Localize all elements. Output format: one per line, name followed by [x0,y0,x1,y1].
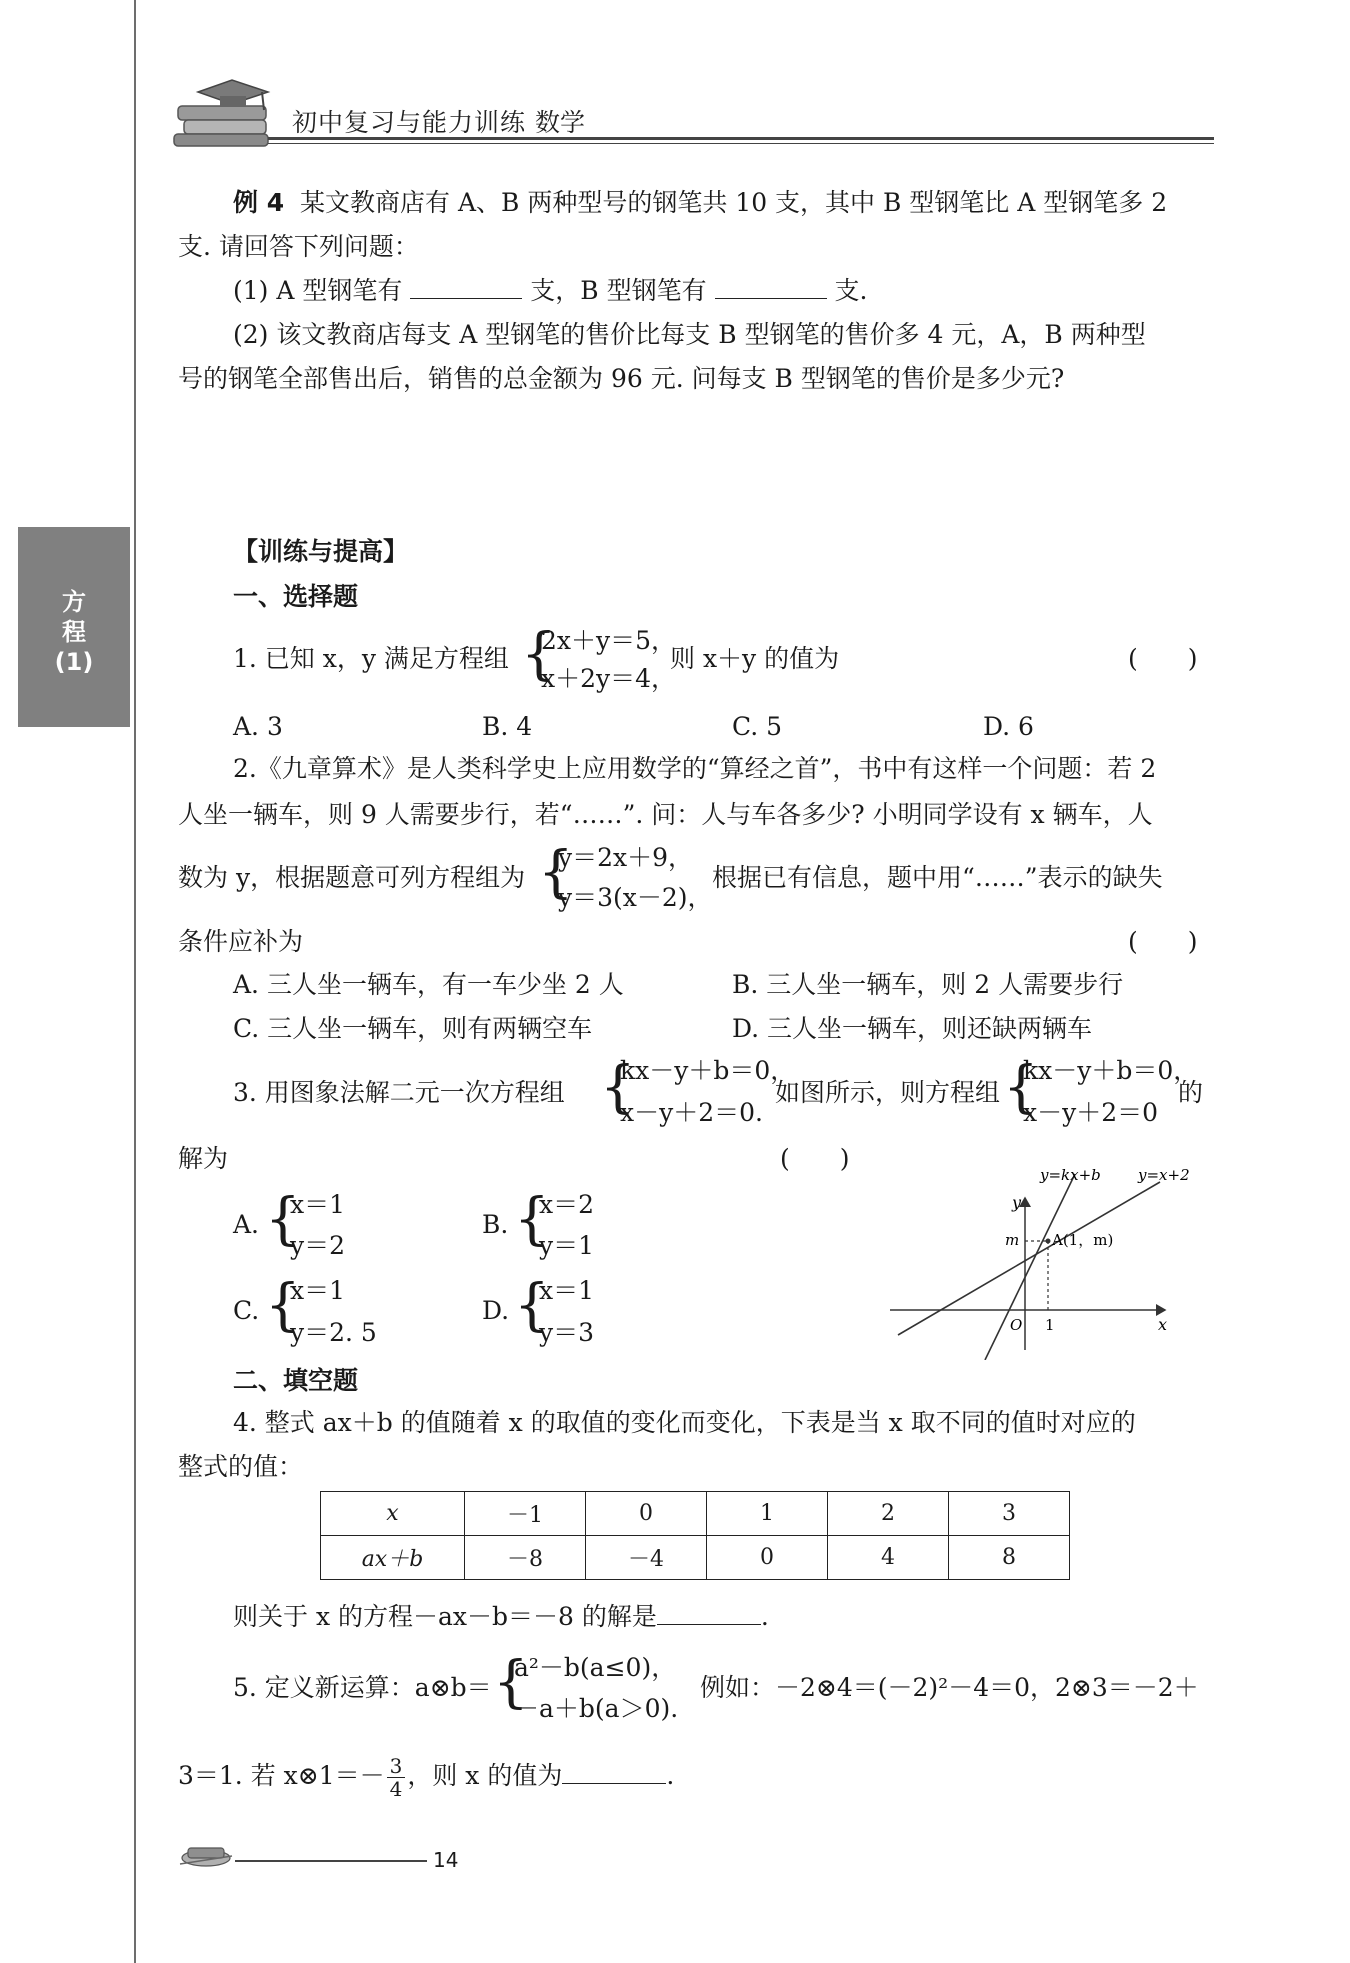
q4-answer-suffix: . [760,1602,769,1631]
answer-blank-b[interactable] [715,276,827,299]
q3-option-a-y: y＝2 [290,1231,346,1260]
q1-option-c: C. 5 [732,712,783,741]
q5-case1: a²－b(a≤0)， [514,1653,677,1682]
line-x-plus-2 [898,1182,1160,1335]
table-cell: 1 [707,1492,828,1536]
q2-line2: 人坐一辆车，则 9 人需要步行，若“……”. 问：人与车各多少? 小明同学设有 x 辆车，人 [178,800,1153,829]
q3-eq2: x－y＋2＝0. [620,1098,763,1127]
footer-book-icon [176,1836,236,1872]
table-cell: －1 [465,1492,586,1536]
q3-option-a-x: x＝1 [290,1190,346,1219]
table-cell: x [321,1492,465,1536]
answer-blank-a[interactable] [410,276,522,299]
q3-middle: 如图所示，则方程组 [775,1078,1001,1107]
table-cell: －8 [465,1536,586,1580]
q4-line1: 4. 整式 ax＋b 的值随着 x 的取值的变化而变化，下表是当 x 取不同的值时对应的 [233,1408,1136,1437]
table-cell: －4 [586,1536,707,1580]
q2-eq1: y＝2x＋9， [558,843,694,872]
q2-line4: 条件应补为 [178,927,304,956]
point-a [1046,1239,1051,1244]
q5-case2: －a＋b(a＞0). [514,1694,679,1723]
book-title: 初中复习与能力训练 [292,108,527,137]
example4-q1-a: (1) A 型钢笔有 [233,276,403,305]
q3-option-a-brace: { [265,1187,301,1252]
label-kx-plus-b: y=kx+b [1040,1166,1101,1184]
chapter-tab-line3: (1) [54,648,94,676]
q5-example: 例如：－2⊗4＝(－2)²－4＝0，2⊗3＝－2＋ [700,1673,1199,1702]
part1-heading: 一、选择题 [233,582,359,611]
q1-option-a: A. 3 [233,712,283,741]
q3-suffix: 的 [1178,1078,1204,1107]
chapter-tab-line2: 程 [62,618,86,646]
q3-option-c-brace: { [265,1273,301,1338]
q5-answer-blank[interactable] [562,1761,666,1784]
origin-label: O [1010,1316,1023,1334]
q1-brace: { [521,622,557,687]
margin-line [134,0,136,1963]
chapter-tab-line1: 方 [62,588,86,616]
q2-eq2: y＝3(x－2)， [558,883,713,912]
footer-rule [235,1860,427,1862]
table-cell: 0 [707,1536,828,1580]
table-row [321,1536,1070,1580]
chapter-tab [18,527,130,727]
example4-line2: 支. 请回答下列问题： [178,232,419,261]
part2-heading: 二、填空题 [233,1366,359,1395]
table-cell: ax＋b [321,1536,465,1580]
q3-brace2: { [1003,1055,1039,1120]
example4-q1-b: 支，B 型钢笔有 [530,276,707,305]
tick-1-label: 1 [1045,1316,1055,1334]
q5-line2-prefix: 3＝1. 若 x⊗1＝－ [178,1761,385,1790]
q5-end: . [666,1761,675,1790]
q3-eq4: x－y＋2＝0 [1023,1098,1159,1127]
table-row [321,1492,1070,1536]
q3-option-c-y: y＝2. 5 [290,1318,377,1347]
label-x-plus-2: y=x+2 [1138,1166,1190,1184]
table-cell: 0 [586,1492,707,1536]
table-cell: 3 [949,1492,1070,1536]
q3-option-b-y: y＝1 [539,1231,595,1260]
example4-label: 例 4 [233,188,285,217]
q2-line3-suffix: 根据已有信息，题中用“……”表示的缺失 [712,863,1163,892]
line-kx-plus-b [985,1174,1075,1360]
q1-option-b: B. 4 [482,712,533,741]
q3-option-b-brace: { [514,1187,550,1252]
q3-option-c-label: C. [233,1296,260,1325]
q5-frac-num: 3 [387,1755,406,1778]
q2-option-c: C. 三人坐一辆车，则有两辆空车 [233,1014,593,1043]
table-cell: 4 [828,1536,949,1580]
subject-label: 数学 [535,108,586,137]
q1-eq2: x＋2y＝4， [541,664,677,693]
example4-q1-c: 支. [834,276,868,305]
q5-frac-den: 4 [389,1777,403,1801]
q4-value-table [320,1491,1070,1580]
q2-option-d: D. 三人坐一辆车，则还缺两辆车 [732,1014,1093,1043]
q3-graph [880,1160,1200,1360]
table-cell: 2 [828,1492,949,1536]
q3-option-b-label: B. [482,1210,509,1239]
q1-prefix: 1. 已知 x，y 满足方程组 [233,644,509,673]
example4-q2-line1: (2) 该文教商店每支 A 型钢笔的售价比每支 B 型钢笔的售价多 4 元，A，B 两种型 [233,320,1146,349]
q1-suffix: 则 x＋y 的值为 [670,644,840,673]
q4-line2: 整式的值： [178,1452,304,1481]
books-icon [170,62,280,150]
q4-answer-blank[interactable] [657,1602,761,1625]
q2-option-b: B. 三人坐一辆车，则 2 人需要步行 [732,970,1124,999]
q3-option-b-x: x＝2 [539,1190,595,1219]
q4-answer-prefix: 则关于 x 的方程－ax－b＝－8 的解是 [233,1602,657,1631]
axis-y-label: y [1012,1193,1022,1212]
header-rule-thin [268,143,1214,144]
example4-line1 [233,186,1167,220]
q3-option-c-x: x＝1 [290,1276,346,1305]
q2-line3-prefix: 数为 y，根据题意可列方程组为 [178,863,526,892]
q3-line2: 解为 [178,1144,229,1173]
page-number: 14 [433,1848,459,1872]
q3-option-d-label: D. [482,1296,510,1325]
q4-answer-line [233,1600,769,1634]
q2-paren: ( ) [1128,927,1198,956]
q3-option-d-y: y＝3 [539,1318,595,1347]
q3-prefix: 3. 用图象法解二元一次方程组 [233,1078,565,1107]
table-cell: 8 [949,1536,1070,1580]
q5-line2-suffix: ，则 x 的值为 [407,1761,563,1790]
example4-q1 [233,274,867,308]
q2-brace: { [538,840,574,905]
q3-paren: ( ) [780,1144,850,1173]
example4-q2-line2: 号的钢笔全部售出后，销售的总金额为 96 元. 问每支 B 型钢笔的售价是多少元? [178,364,1065,393]
q3-option-d-brace: { [514,1273,550,1338]
q3-eq3: kx－y＋b＝0， [1023,1056,1199,1085]
q3-eq1: kx－y＋b＝0， [620,1056,796,1085]
q2-option-a: A. 三人坐一辆车，有一车少坐 2 人 [233,970,624,999]
q5-prefix: 5. 定义新运算：a⊗b＝ [233,1673,492,1702]
q1-eq1: 2x＋y＝5， [541,626,677,655]
q5-fraction [387,1755,406,1800]
q5-line2 [178,1755,674,1800]
q3-brace1: { [600,1055,636,1120]
q5-brace: { [493,1650,529,1715]
example4-text1: 某文教商店有 A、B 两种型号的钢笔共 10 支，其中 B 型钢笔比 A 型钢笔多 2 [300,188,1168,217]
axis-x-label: x [1158,1315,1168,1334]
q1-paren: ( ) [1128,644,1198,673]
header-rule [268,137,1214,140]
q2-line1: 2.《九章算术》是人类科学史上应用数学的“算经之首”，书中有这样一个问题：若 2 [233,754,1157,783]
point-a-label: A(1，m) [1052,1231,1114,1249]
section-heading: 【训练与提高】 [233,537,409,566]
q1-option-d: D. 6 [983,712,1034,741]
q3-option-d-x: x＝1 [539,1276,595,1305]
q3-option-a-label: A. [233,1210,260,1239]
tick-m-label: m [1005,1231,1020,1249]
